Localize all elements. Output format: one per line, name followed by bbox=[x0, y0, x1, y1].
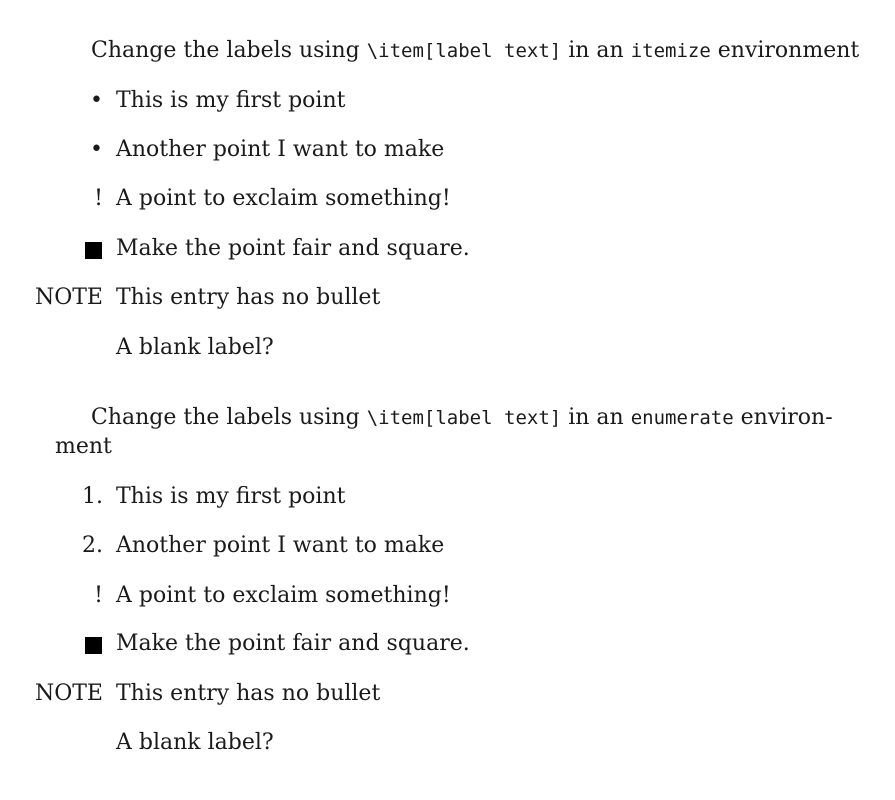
list-item-text: This is my first point bbox=[116, 88, 346, 113]
intro-code-enumerate: enumerate bbox=[630, 407, 734, 429]
list-item bbox=[0, 629, 895, 659]
list-item-text: A point to exclaim something! bbox=[116, 186, 451, 211]
enumerate-intro-continuation: ment bbox=[55, 434, 112, 459]
list-item-text: This is my first point bbox=[116, 484, 346, 509]
list-item-text: A blank label? bbox=[116, 335, 274, 360]
list-item-text: Another point I want to make bbox=[116, 533, 445, 558]
list-item bbox=[0, 283, 895, 313]
list-item bbox=[0, 184, 895, 214]
intro-text-before: Change the labels using bbox=[91, 405, 367, 430]
intro-code-item: \item[label text] bbox=[366, 40, 562, 62]
list-item-text: This entry has no bullet bbox=[116, 681, 381, 706]
list-item bbox=[0, 728, 895, 758]
list-item bbox=[0, 581, 895, 611]
note-label: NOTE bbox=[34, 681, 103, 706]
note-label: NOTE bbox=[34, 285, 103, 310]
enumerate-intro-paragraph bbox=[91, 403, 833, 433]
list-item bbox=[0, 482, 895, 512]
list-item bbox=[0, 333, 895, 363]
list-item bbox=[0, 86, 895, 116]
list-item bbox=[0, 531, 895, 561]
itemize-intro-paragraph bbox=[91, 36, 859, 66]
number-label: 2. bbox=[82, 533, 103, 558]
exclamation-label: ! bbox=[94, 583, 103, 608]
intro-text-middle: in an bbox=[561, 405, 631, 430]
list-item-text: Make the point fair and square. bbox=[116, 236, 470, 261]
list-item-text: Make the point fair and square. bbox=[116, 631, 470, 656]
intro-code-itemize: itemize bbox=[630, 40, 711, 62]
list-item bbox=[0, 679, 895, 709]
list-item-text: A blank label? bbox=[116, 730, 274, 755]
intro-text-before: Change the labels using bbox=[91, 38, 367, 63]
square-bullet-icon bbox=[85, 637, 102, 654]
intro-text-after: environ- bbox=[733, 405, 833, 430]
list-item-text: A point to exclaim something! bbox=[116, 583, 451, 608]
number-label: 1. bbox=[82, 484, 103, 509]
intro-code-item: \item[label text] bbox=[366, 407, 562, 429]
intro-text-middle: in an bbox=[561, 38, 631, 63]
exclamation-label: ! bbox=[94, 186, 103, 211]
square-bullet-icon bbox=[85, 242, 102, 259]
bullet-label: • bbox=[90, 137, 103, 162]
bullet-label: • bbox=[90, 88, 103, 113]
list-item-text: Another point I want to make bbox=[116, 137, 445, 162]
list-item bbox=[0, 135, 895, 165]
list-item-text: This entry has no bullet bbox=[116, 285, 381, 310]
list-item bbox=[0, 234, 895, 264]
intro-text-after: environment bbox=[710, 38, 860, 63]
